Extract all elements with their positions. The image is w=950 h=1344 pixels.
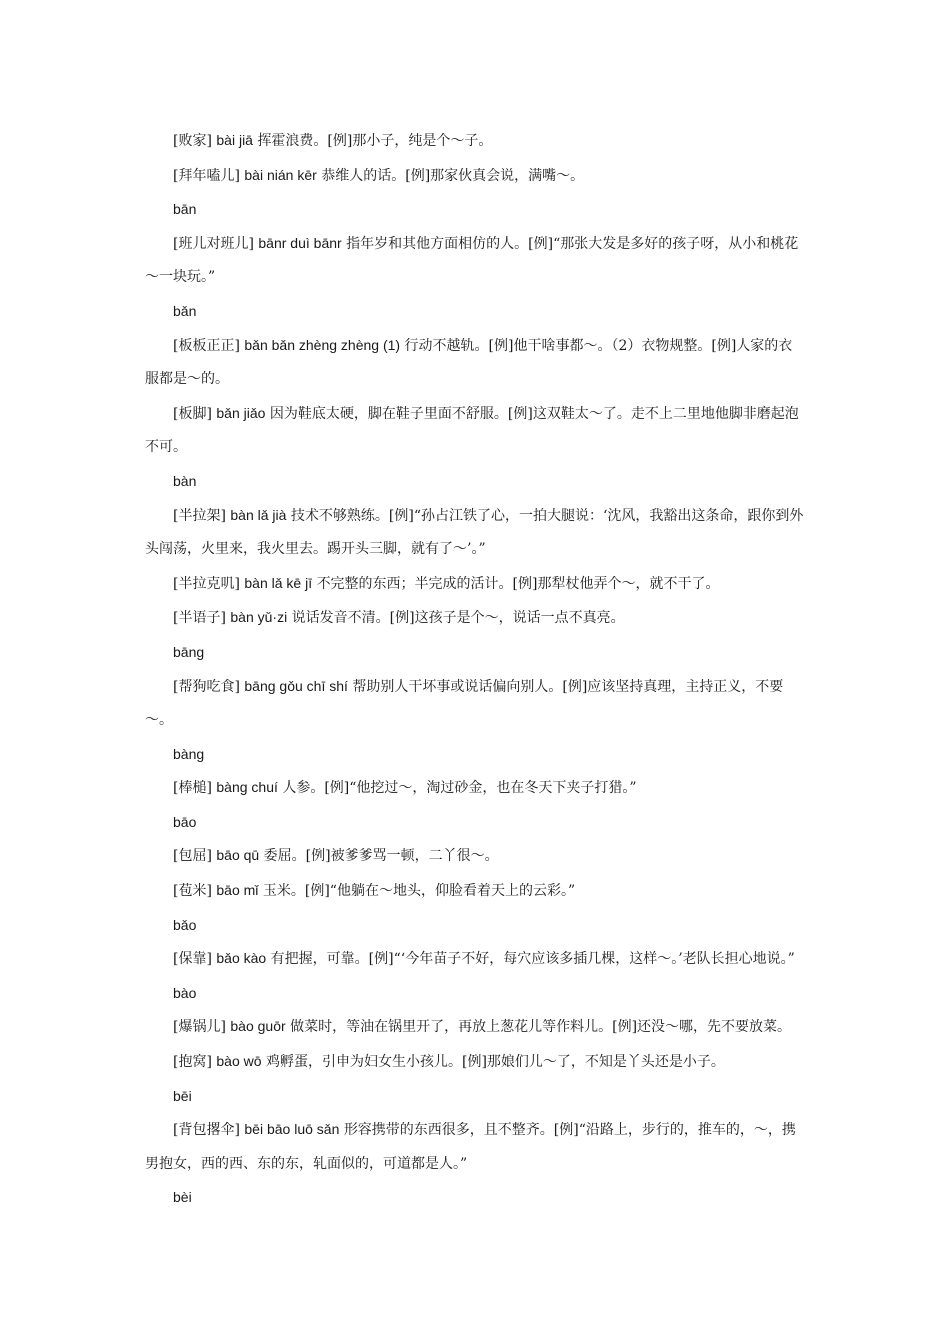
pinyin-heading-bang4: bàng	[173, 745, 205, 762]
pinyin-heading-bao3: bǎo	[173, 916, 197, 933]
pinyin-heading-ban3: bǎn	[173, 302, 197, 319]
entry-ban-la-jia: [半拉架] bàn lǎ jià 技术不够熟练。[例]“孙占江铁了心，一拍大腿说：‘沈风，我豁出这条命，跟你到外头闯荡，火里来，我火里去。踢开头三脚，就有了～’。”	[145, 506, 804, 558]
pinyin-heading-ban1: bān	[173, 201, 197, 218]
entry-bei-bao-luo-san: [背包撂伞] bēi bāo luō sǎn 形容携带的东西很多，且不整齐。[例]“沿路上，步行的，推车的，～，携男抱女，西的西、东的东，轧面似的，可道都是人。”	[145, 1121, 796, 1172]
entry-bao-mi: [苞米] bāo mǐ 玉米。[例]“他躺在～地头，仰脸看着天上的云彩。”	[173, 882, 576, 900]
entry-bang-gou-chi-shi: [帮狗吃食] bāng gǒu chī shí 帮助别人干坏事或说话偏向别人。[例]应该坚持真理，主持正义，不要～。	[145, 677, 784, 729]
entry-ban-yu-zi: [半语子] bàn yǔ·zi 说话发音不清。[例]这孩子是个～，说话一点不真亮。	[173, 609, 625, 627]
entry-bao-guor: [爆锅儿] bào guōr 做菜时，等油在锅里开了，再放上葱花儿等作料儿。[例]还没～哪，先不要放菜。	[173, 1018, 792, 1036]
pinyin-heading-ban4: bàn	[173, 472, 197, 489]
entry-bai-jia: [败家] bài jiā 挥霍浪费。[例]那小子，纯是个～子。	[173, 132, 493, 149]
pinyin-heading-bang1: bāng	[173, 643, 205, 660]
entry-bao-wo: [抱窝] bào wō 鸡孵蛋，引申为妇女生小孩儿。[例]那娘们儿～了，不知是丫头还是小子。	[173, 1053, 725, 1071]
pinyin-heading-bei1: bēi	[173, 1087, 192, 1104]
entry-bao-qu: [包屈] bāo qū 委屈。[例]被爹爹骂一顿，二丫很～。	[173, 847, 499, 865]
entry-ban-la-ke-ji: [半拉克叽] bàn lǎ kē jī 不完整的东西；半完成的活计。[例]那犁杖他弄个～，就不干了。	[173, 574, 720, 592]
pinyin-heading-bei4: bèi	[173, 1189, 192, 1206]
entry-ban-ban-zheng-zheng: [板板正正] bǎn bǎn zhèng zhèng (1) 行动不越轨。[例]他干啥事都～。（2）衣物规整。[例]人家的衣服都是～的。	[145, 336, 793, 388]
entry-bang-chui: [棒槌] bàng chuí 人参。[例]“他挖过～，淘过砂金，也在冬天下夹子打猎。”	[173, 779, 637, 797]
dictionary-content	[145, 124, 805, 1215]
entry-ban-jiao: [板脚] bǎn jiǎo 因为鞋底太硬，脚在鞋子里面不舒服。[例]这双鞋太～了。走不上二里地他脚非磨起泡不可。	[145, 404, 799, 456]
pinyin-heading-bao4: bào	[173, 984, 197, 1001]
entry-banr-dui-banr: [班儿对班儿] bānr duì bānr 指年岁和其他方面相仿的人。[例]“那张大发是多好的孩子呀，从小和桃花～一块玩。”	[145, 234, 799, 286]
entry-bai-nian-ker: [拜年嗑儿] bài nián kēr 恭维人的话。[例]那家伙真会说，满嘴～。	[173, 166, 585, 184]
entry-bao-kao: [保靠] bǎo kào 有把握，可靠。[例]“‘今年苗子不好，每穴应该多插几棵，这样～。’老队长担心地说。”	[173, 950, 795, 968]
pinyin-heading-bao1: bāo	[173, 813, 197, 830]
